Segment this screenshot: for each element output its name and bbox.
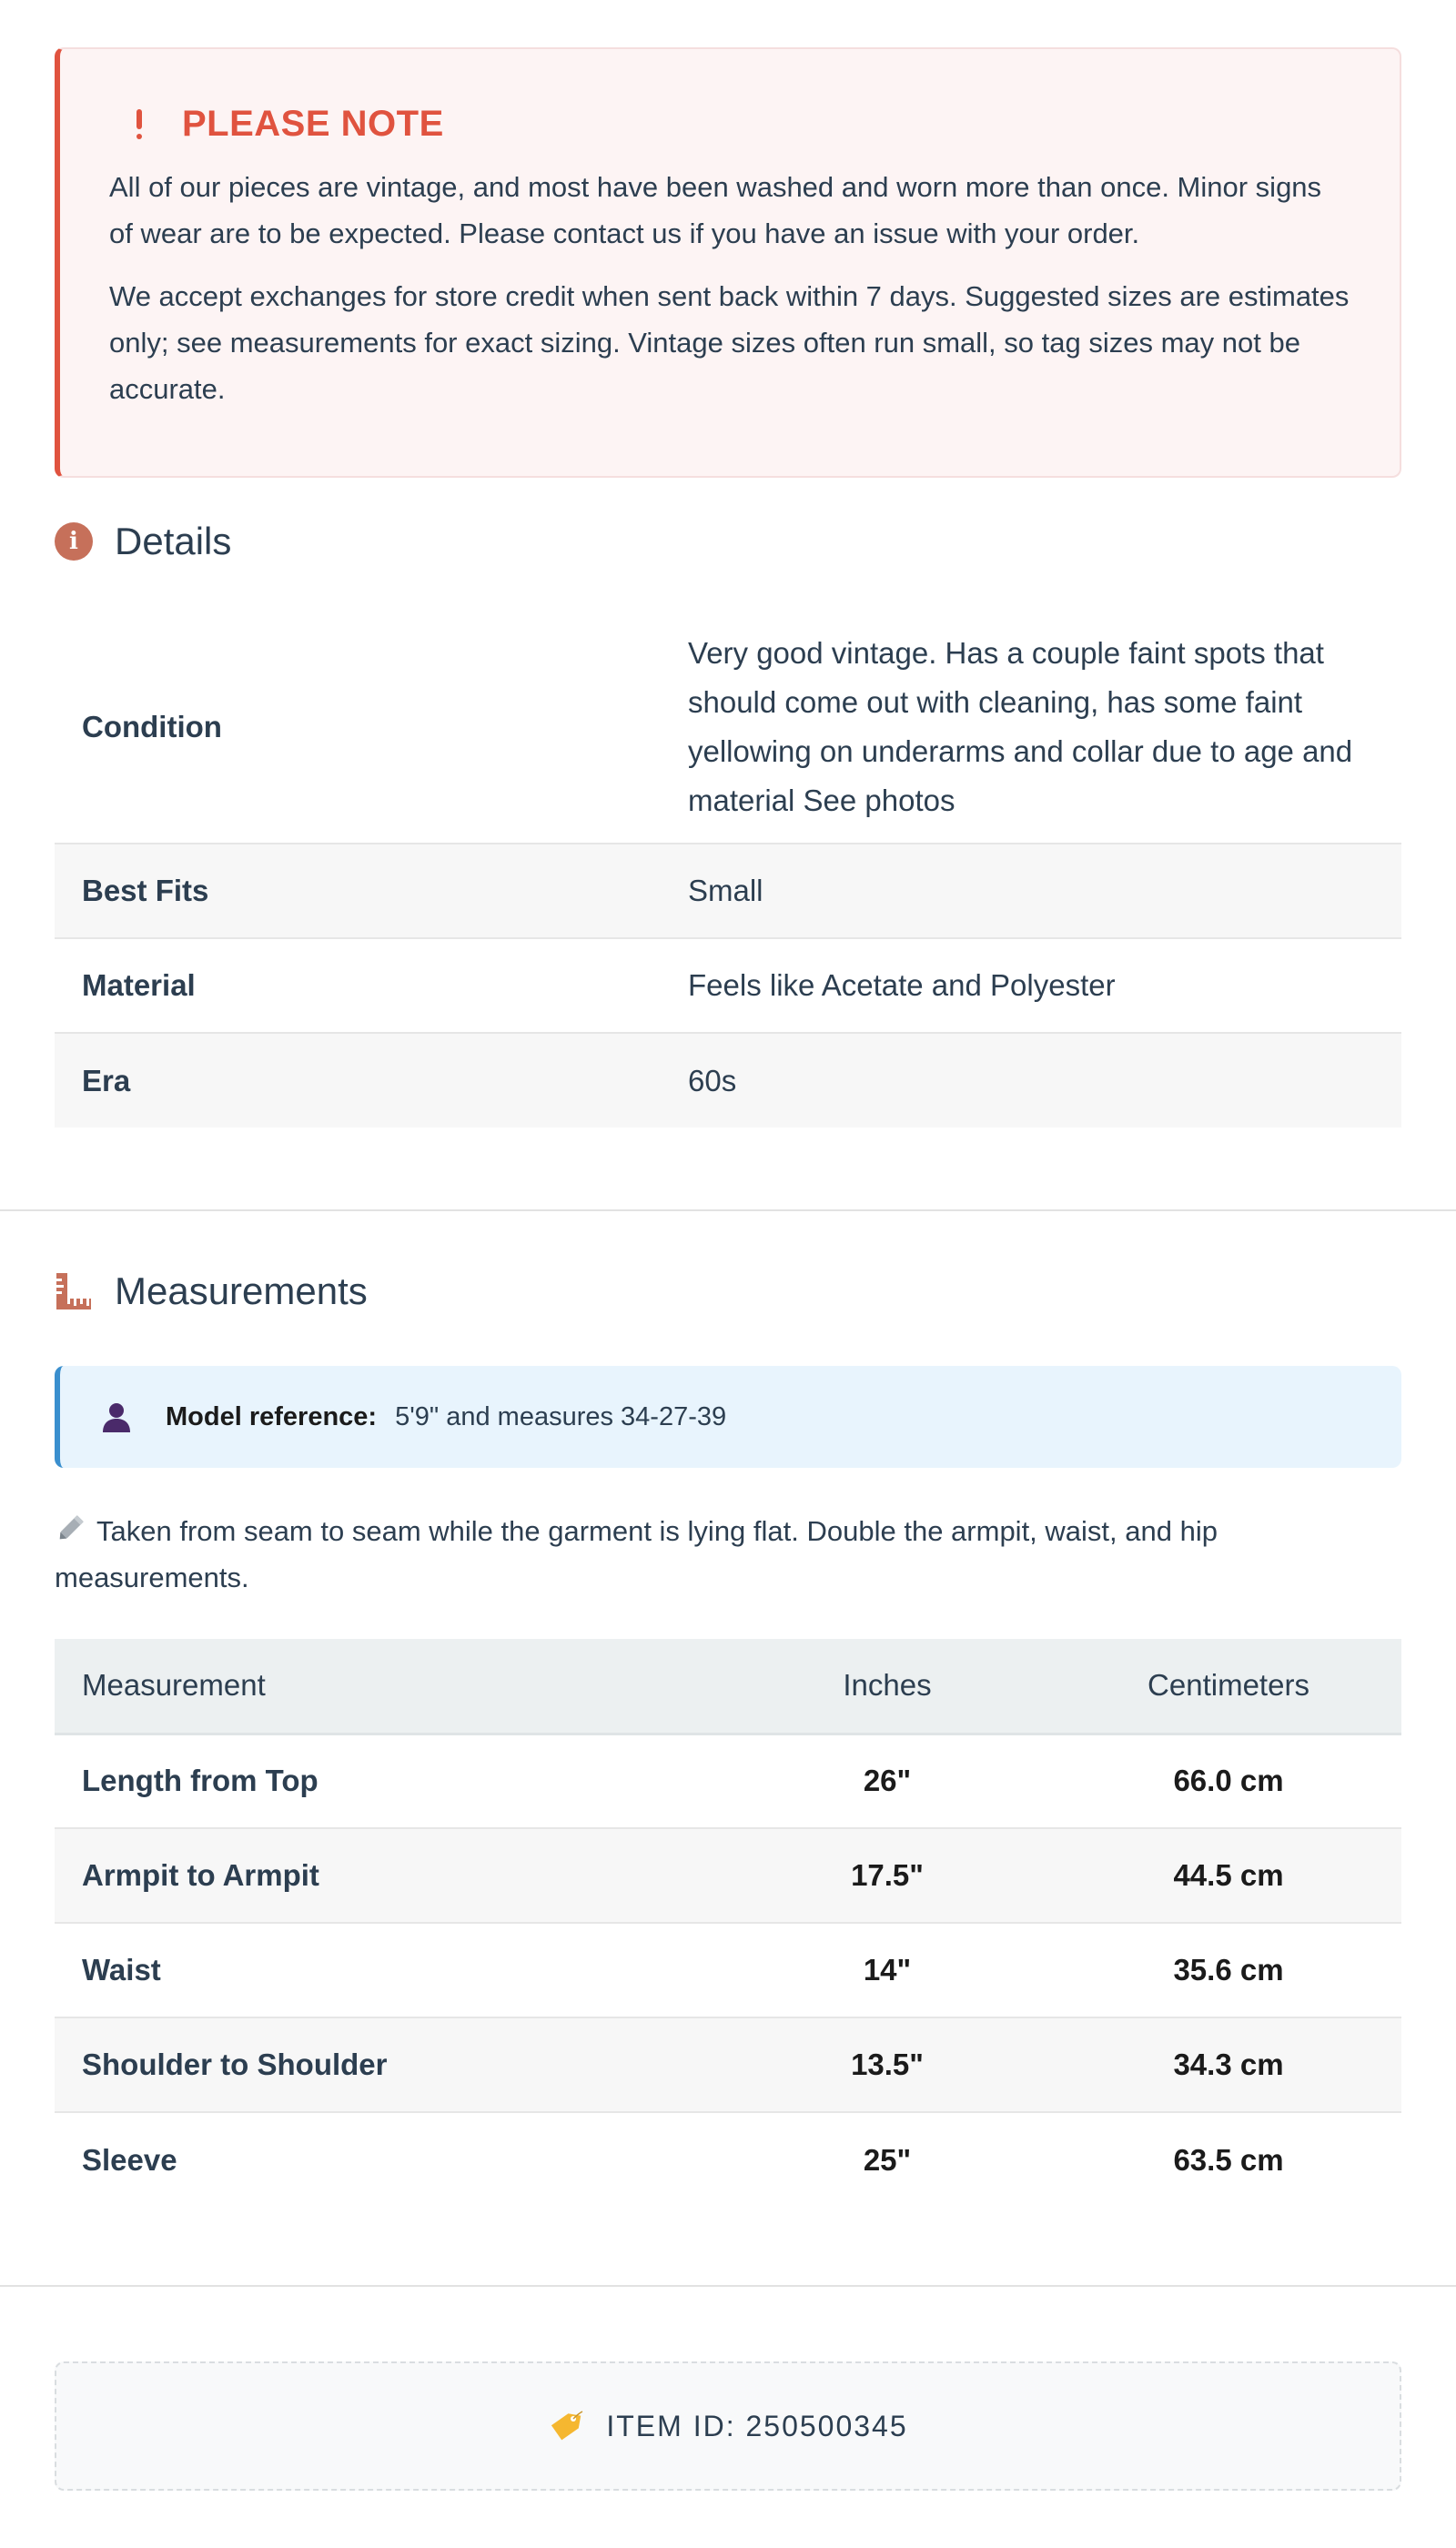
detail-value: Feels like Acetate and Polyester: [688, 968, 1116, 1002]
note-paragraph-2: We accept exchanges for store credit when sent back within 7 days. Suggested sizes are estimates only; see measurements for exact sizing. Vintage sizes often run small, so tag sizes may not be accurate.: [109, 280, 1350, 405]
detail-label: Condition: [82, 709, 222, 743]
details-title: Details: [115, 520, 232, 562]
detail-value: 60s: [688, 1063, 737, 1097]
tag-icon: [548, 2408, 584, 2444]
details-table: [55, 611, 1401, 1127]
measurement-note-text: Taken from seam to seam while the garment is lying flat. Double the armpit, waist, and hip measurements.: [55, 1515, 1218, 1593]
measurement-cm: 63.5 cm: [1173, 2142, 1284, 2177]
measurement-cm: 34.3 cm: [1173, 2048, 1284, 2081]
info-icon: i: [55, 522, 93, 561]
note-header: [109, 100, 1350, 147]
measurement-inches: 26": [863, 1764, 912, 1798]
page: [0, 47, 1456, 1127]
measurement-name: Armpit to Armpit: [82, 1858, 319, 1892]
table-row: [55, 2017, 1401, 2112]
table-header-row: [55, 1639, 1401, 1734]
detail-label: Material: [82, 968, 196, 1002]
table-row: [55, 1734, 1401, 1828]
section-divider: [0, 2285, 1456, 2287]
model-reference-label: Model reference:: [166, 1401, 378, 1431]
measurement-inches: 17.5": [851, 1858, 924, 1892]
table-row: [55, 611, 1401, 844]
measurement-name: Waist: [82, 1953, 161, 1987]
measurement-name: Sleeve: [82, 2142, 177, 2177]
table-row: [55, 938, 1401, 1033]
measurements-table: [55, 1639, 1401, 2207]
column-header-centimeters: Centimeters: [1148, 1668, 1309, 1703]
note-title: PLEASE NOTE: [182, 103, 444, 144]
table-row: [55, 2112, 1401, 2207]
measurement-name: Length from Top: [82, 1764, 318, 1798]
detail-label: Best Fits: [82, 874, 209, 907]
note-paragraph-1: All of our pieces are vintage, and most have been washed and worn more than once. Minor signs of wear are to be expected. Please contact us if you have an issue with your order.: [109, 171, 1322, 249]
model-reference-box: [55, 1366, 1401, 1468]
detail-value: Small: [688, 874, 763, 907]
measurement-cm: 35.6 cm: [1173, 1953, 1284, 1987]
please-note-box: [55, 47, 1401, 478]
measurement-cm: 66.0 cm: [1173, 1764, 1284, 1798]
measurement-cm: 44.5 cm: [1173, 1858, 1284, 1892]
table-row: [55, 844, 1401, 938]
table-row: [55, 1828, 1401, 1923]
item-id-box: [55, 2361, 1401, 2491]
ruler-icon: [55, 1271, 93, 1311]
measurement-inches: 13.5": [851, 2048, 924, 2081]
table-row: [55, 1033, 1401, 1127]
column-header-measurement: Measurement: [82, 1668, 266, 1703]
measurement-name: Shoulder to Shoulder: [82, 2048, 388, 2081]
measurement-inches: 25": [863, 2142, 912, 2177]
person-icon: [100, 1400, 133, 1433]
pencil-icon: [55, 1513, 86, 1544]
details-header: [55, 514, 1401, 569]
measurements-header: [55, 1264, 1401, 1319]
detail-value: Very good vintage. Has a couple faint spots that should come out with cleaning, has some faint yellowing on underarms and collar due to age and material See photos: [688, 635, 1353, 817]
item-id-text: ITEM ID: 250500345: [606, 2409, 908, 2442]
table-row: [55, 1923, 1401, 2017]
exclamation-icon: [124, 106, 155, 142]
measurement-inches: 14": [863, 1953, 912, 1987]
model-reference-value: 5'9" and measures 34-27-39: [395, 1401, 727, 1431]
measurements-title: Measurements: [115, 1269, 368, 1312]
measurement-note: [55, 1508, 1401, 1601]
section-divider: [0, 1209, 1456, 1211]
detail-label: Era: [82, 1063, 131, 1097]
column-header-inches: Inches: [843, 1668, 932, 1703]
